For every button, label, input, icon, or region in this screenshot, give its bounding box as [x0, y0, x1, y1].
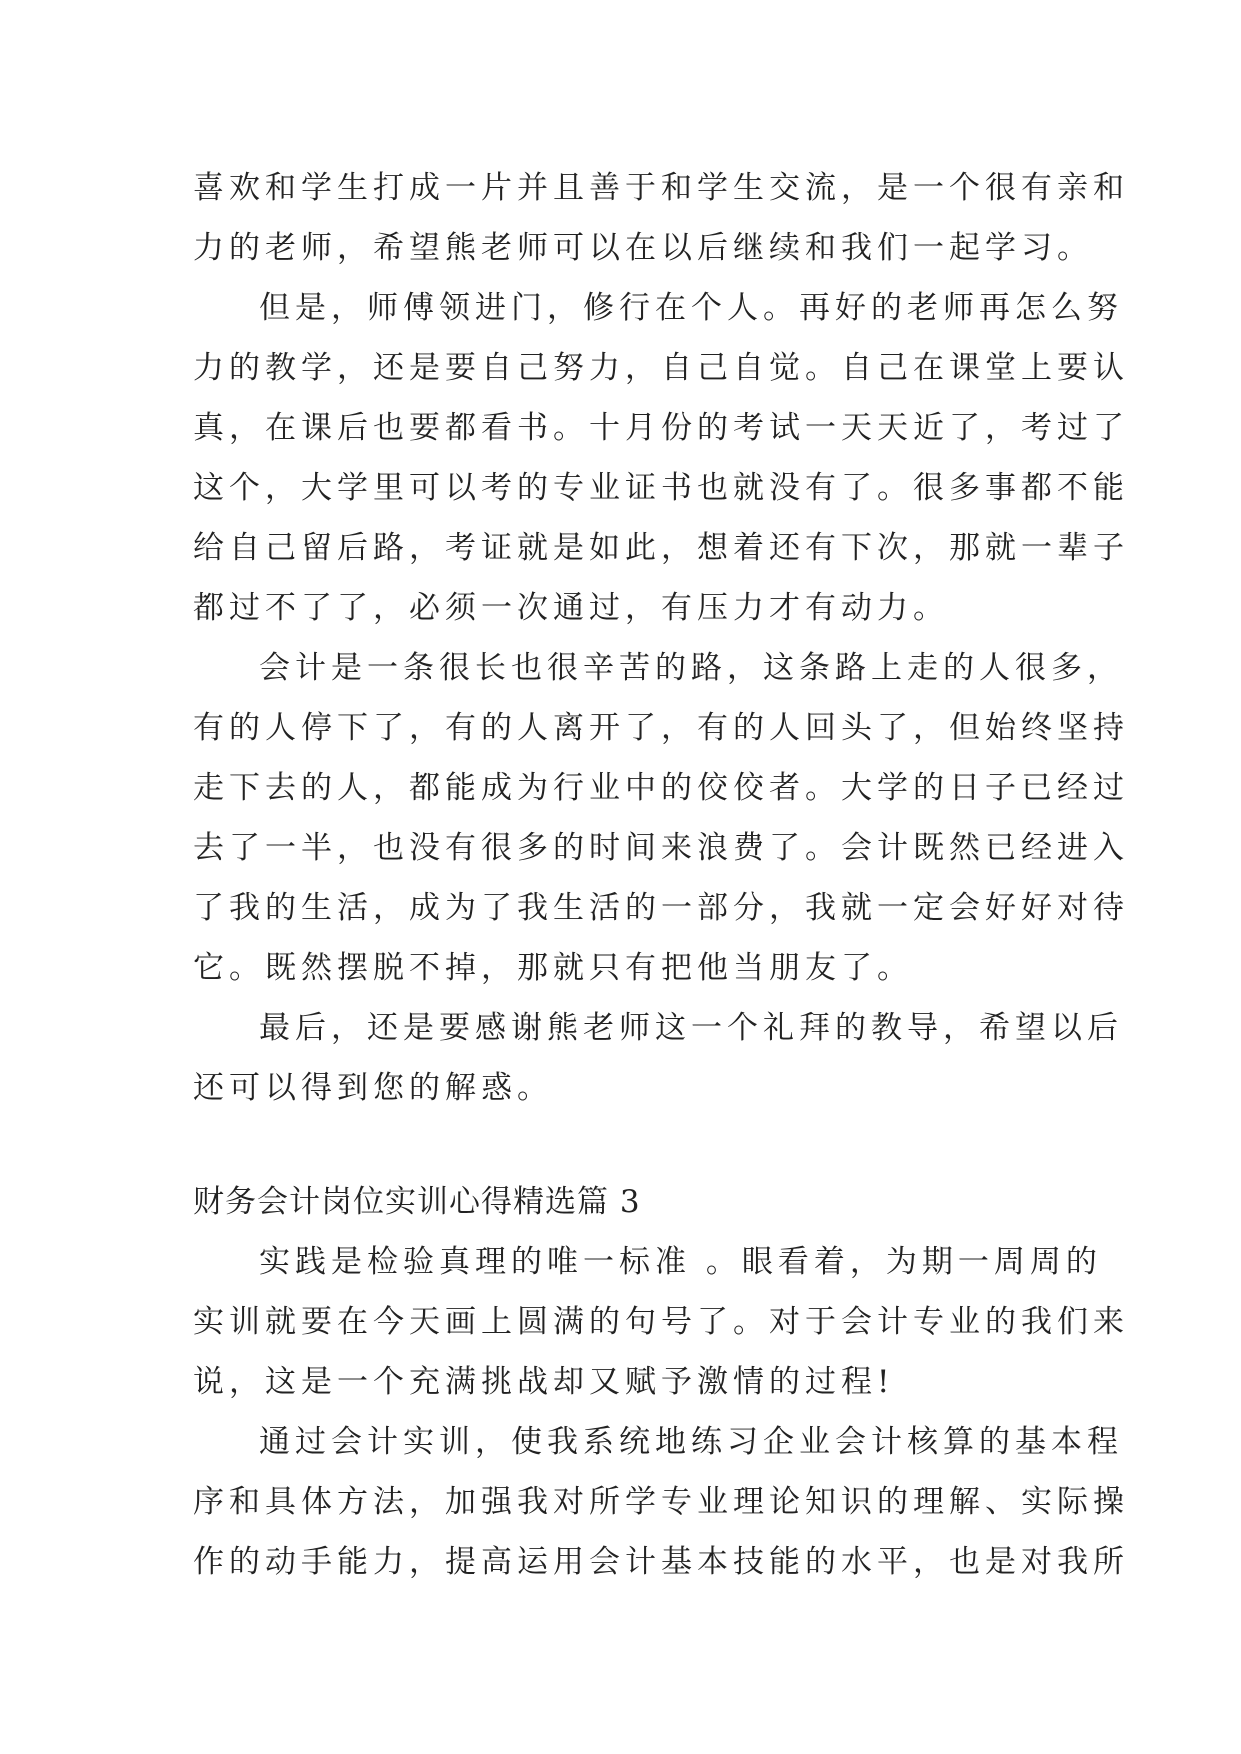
paragraph: [193, 278, 1129, 638]
paragraph: [193, 1232, 1129, 1412]
text-line: 力的教学，还是要自己努力，自己自觉。自己在课堂上要认: [193, 350, 1129, 386]
text-line: 序和具体方法，加强我对所学专业理论知识的理解、实际操: [193, 1484, 1129, 1520]
text-line: 作的动手能力，提高运用会计基本技能的水平，也是对我所: [193, 1544, 1129, 1580]
text-line: 但是，师傅领进门，修行在个人。再好的老师再怎么努: [259, 290, 1123, 326]
text-line: 给自己留后路，考证就是如此，想着还有下次，那就一辈子: [193, 530, 1129, 566]
document-body: [193, 158, 1129, 1592]
section-title: 财务会计岗位实训心得精选篇 3: [193, 1184, 641, 1220]
text-line: 真，在课后也要都看书。十月份的考试一天天近了，考过了: [193, 410, 1129, 446]
text-line: 有的人停下了，有的人离开了，有的人回头了，但始终坚持: [193, 710, 1129, 746]
text-line: 最后，还是要感谢熊老师这一个礼拜的教导，希望以后: [259, 1010, 1123, 1046]
text-line: 喜欢和学生打成一片并且善于和学生交流，是一个很有亲和: [193, 170, 1129, 206]
text-line: 实训就要在今天画上圆满的句号了。对于会计专业的我们来: [193, 1304, 1129, 1340]
paragraph: [193, 1412, 1129, 1592]
paragraph: [193, 998, 1123, 1118]
paragraph: [193, 638, 1129, 998]
text-line: 力的老师，希望熊老师可以在以后继续和我们一起学习。: [193, 230, 1093, 266]
text-line: 走下去的人，都能成为行业中的佼佼者。大学的日子已经过: [193, 770, 1129, 806]
text-line: 去了一半，也没有很多的时间来浪费了。会计既然已经进入: [193, 830, 1129, 866]
text-line: 实践是检验真理的唯一标准 。眼看着，为期一周周的: [259, 1244, 1102, 1280]
text-line: 都过不了了，必须一次通过，有压力才有动力。: [193, 590, 949, 626]
text-line: 说，这是一个充满挑战却又赋予激情的过程!: [193, 1364, 895, 1400]
paragraph: [193, 158, 1129, 278]
text-line: 它。既然摆脱不掉，那就只有把他当朋友了。: [193, 950, 913, 986]
text-line: 这个，大学里可以考的专业证书也就没有了。很多事都不能: [193, 470, 1129, 506]
text-line: 通过会计实训，使我系统地练习企业会计核算的基本程: [259, 1424, 1123, 1460]
text-line: 还可以得到您的解惑。: [193, 1070, 553, 1106]
text-line: 会计是一条很长也很辛苦的路，这条路上走的人很多，: [259, 650, 1123, 686]
text-line: 了我的生活，成为了我生活的一部分，我就一定会好好对待: [193, 890, 1129, 926]
